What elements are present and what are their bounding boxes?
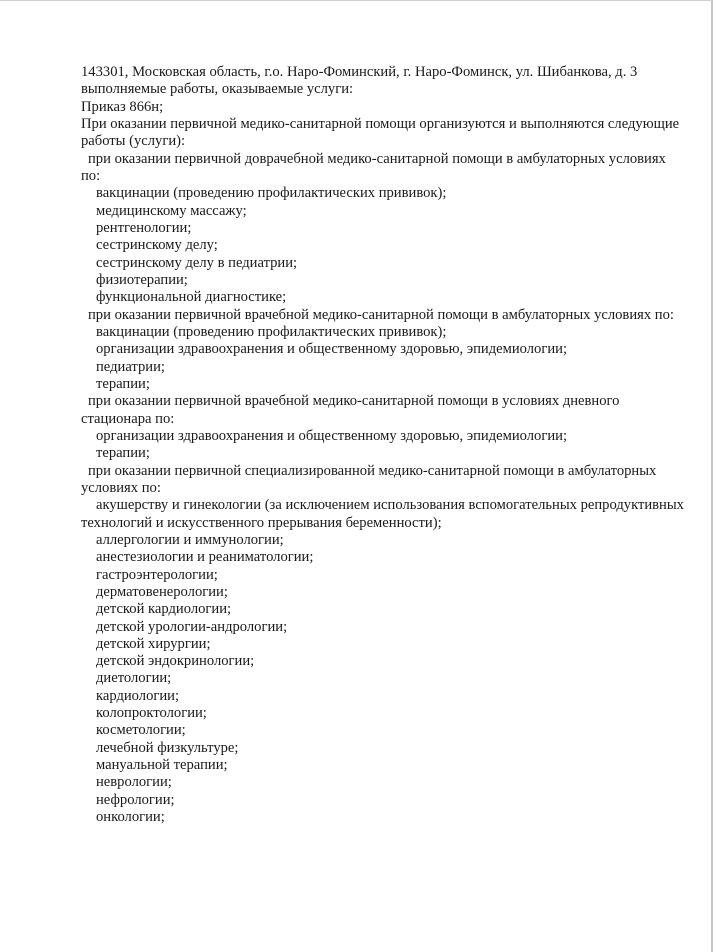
section-heading: при оказании первичной врачебной медико-санитарной помощи в амбулаторных условиях по: <box>88 306 674 323</box>
list-item: педиатрии; <box>96 358 165 375</box>
list-item: детской хирургии; <box>96 635 211 652</box>
list-item: мануальной терапии; <box>96 757 228 774</box>
list-item: косметологии; <box>96 722 186 739</box>
list-item: акушерству и гинекологии (за исключением использования вспомогательных репродуктивных <box>96 497 684 514</box>
list-item: терапии; <box>96 375 150 392</box>
list-item: детской кардиологии; <box>96 601 232 618</box>
list-item: диетологии; <box>96 670 172 687</box>
list-item: детской эндокринологии; <box>96 653 255 670</box>
section-heading: при оказании первичной доврачебной медико-санитарной помощи в амбулаторных условиях <box>88 150 666 167</box>
list-item: организации здравоохранения и общественному здоровью, эпидемиологии; <box>96 341 568 358</box>
section-heading: при оказании первичной врачебной медико-санитарной помощи в условиях дневного <box>88 393 620 410</box>
document-body <box>81 64 701 826</box>
intro-line: При оказании первичной медико-санитарной помощи организуются и выполняются следующие <box>81 115 680 132</box>
list-item: лечебной физкультуре; <box>96 739 239 756</box>
list-item: нефрологии; <box>96 791 175 808</box>
works-label: выполняемые работы, оказываемые услуги: <box>81 81 354 98</box>
list-item: организации здравоохранения и общественному здоровью, эпидемиологии; <box>96 427 568 444</box>
list-item: гастроэнтерологии; <box>96 566 218 583</box>
list-item: терапии; <box>96 445 150 462</box>
list-item: анестезиологии и реаниматологии; <box>96 549 314 566</box>
list-item: неврологии; <box>96 774 172 791</box>
list-item: дерматовенерологии; <box>96 583 228 600</box>
list-item: сестринскому делу в педиатрии; <box>96 254 298 271</box>
section-heading: при оказании первичной специализированной медико-санитарной помощи в амбулаторных <box>88 462 657 479</box>
order-line: Приказ 866н; <box>81 98 164 115</box>
list-item: вакцинации (проведению профилактических прививок); <box>96 323 447 340</box>
address-line: 143301, Московская область, г.о. Наро-Фоминский, г. Наро-Фоминск, ул. Шибанкова, д. 3 <box>81 64 638 80</box>
list-item: колопроктологии; <box>96 705 207 722</box>
list-item: онкологии; <box>96 809 165 826</box>
list-item: физиотерапии; <box>96 271 188 288</box>
list-item: рентгенологии; <box>96 219 192 236</box>
section-heading: стационара по: <box>81 410 175 427</box>
list-item: функциональной диагностике; <box>96 289 287 306</box>
section-heading: условиях по: <box>81 479 161 496</box>
list-item: вакцинации (проведению профилактических прививок); <box>96 185 447 202</box>
list-item: сестринскому делу; <box>96 237 218 254</box>
list-item: аллергологии и иммунологии; <box>96 531 284 548</box>
list-item: детской урологии-андрологии; <box>96 618 288 635</box>
section-heading: по: <box>81 167 101 184</box>
list-item: кардиологии; <box>96 687 180 704</box>
list-item: медицинскому массажу; <box>96 202 247 219</box>
list-item: технологий и искусственного прерывания беременности); <box>81 514 442 531</box>
intro-line: работы (услуги): <box>81 133 186 150</box>
